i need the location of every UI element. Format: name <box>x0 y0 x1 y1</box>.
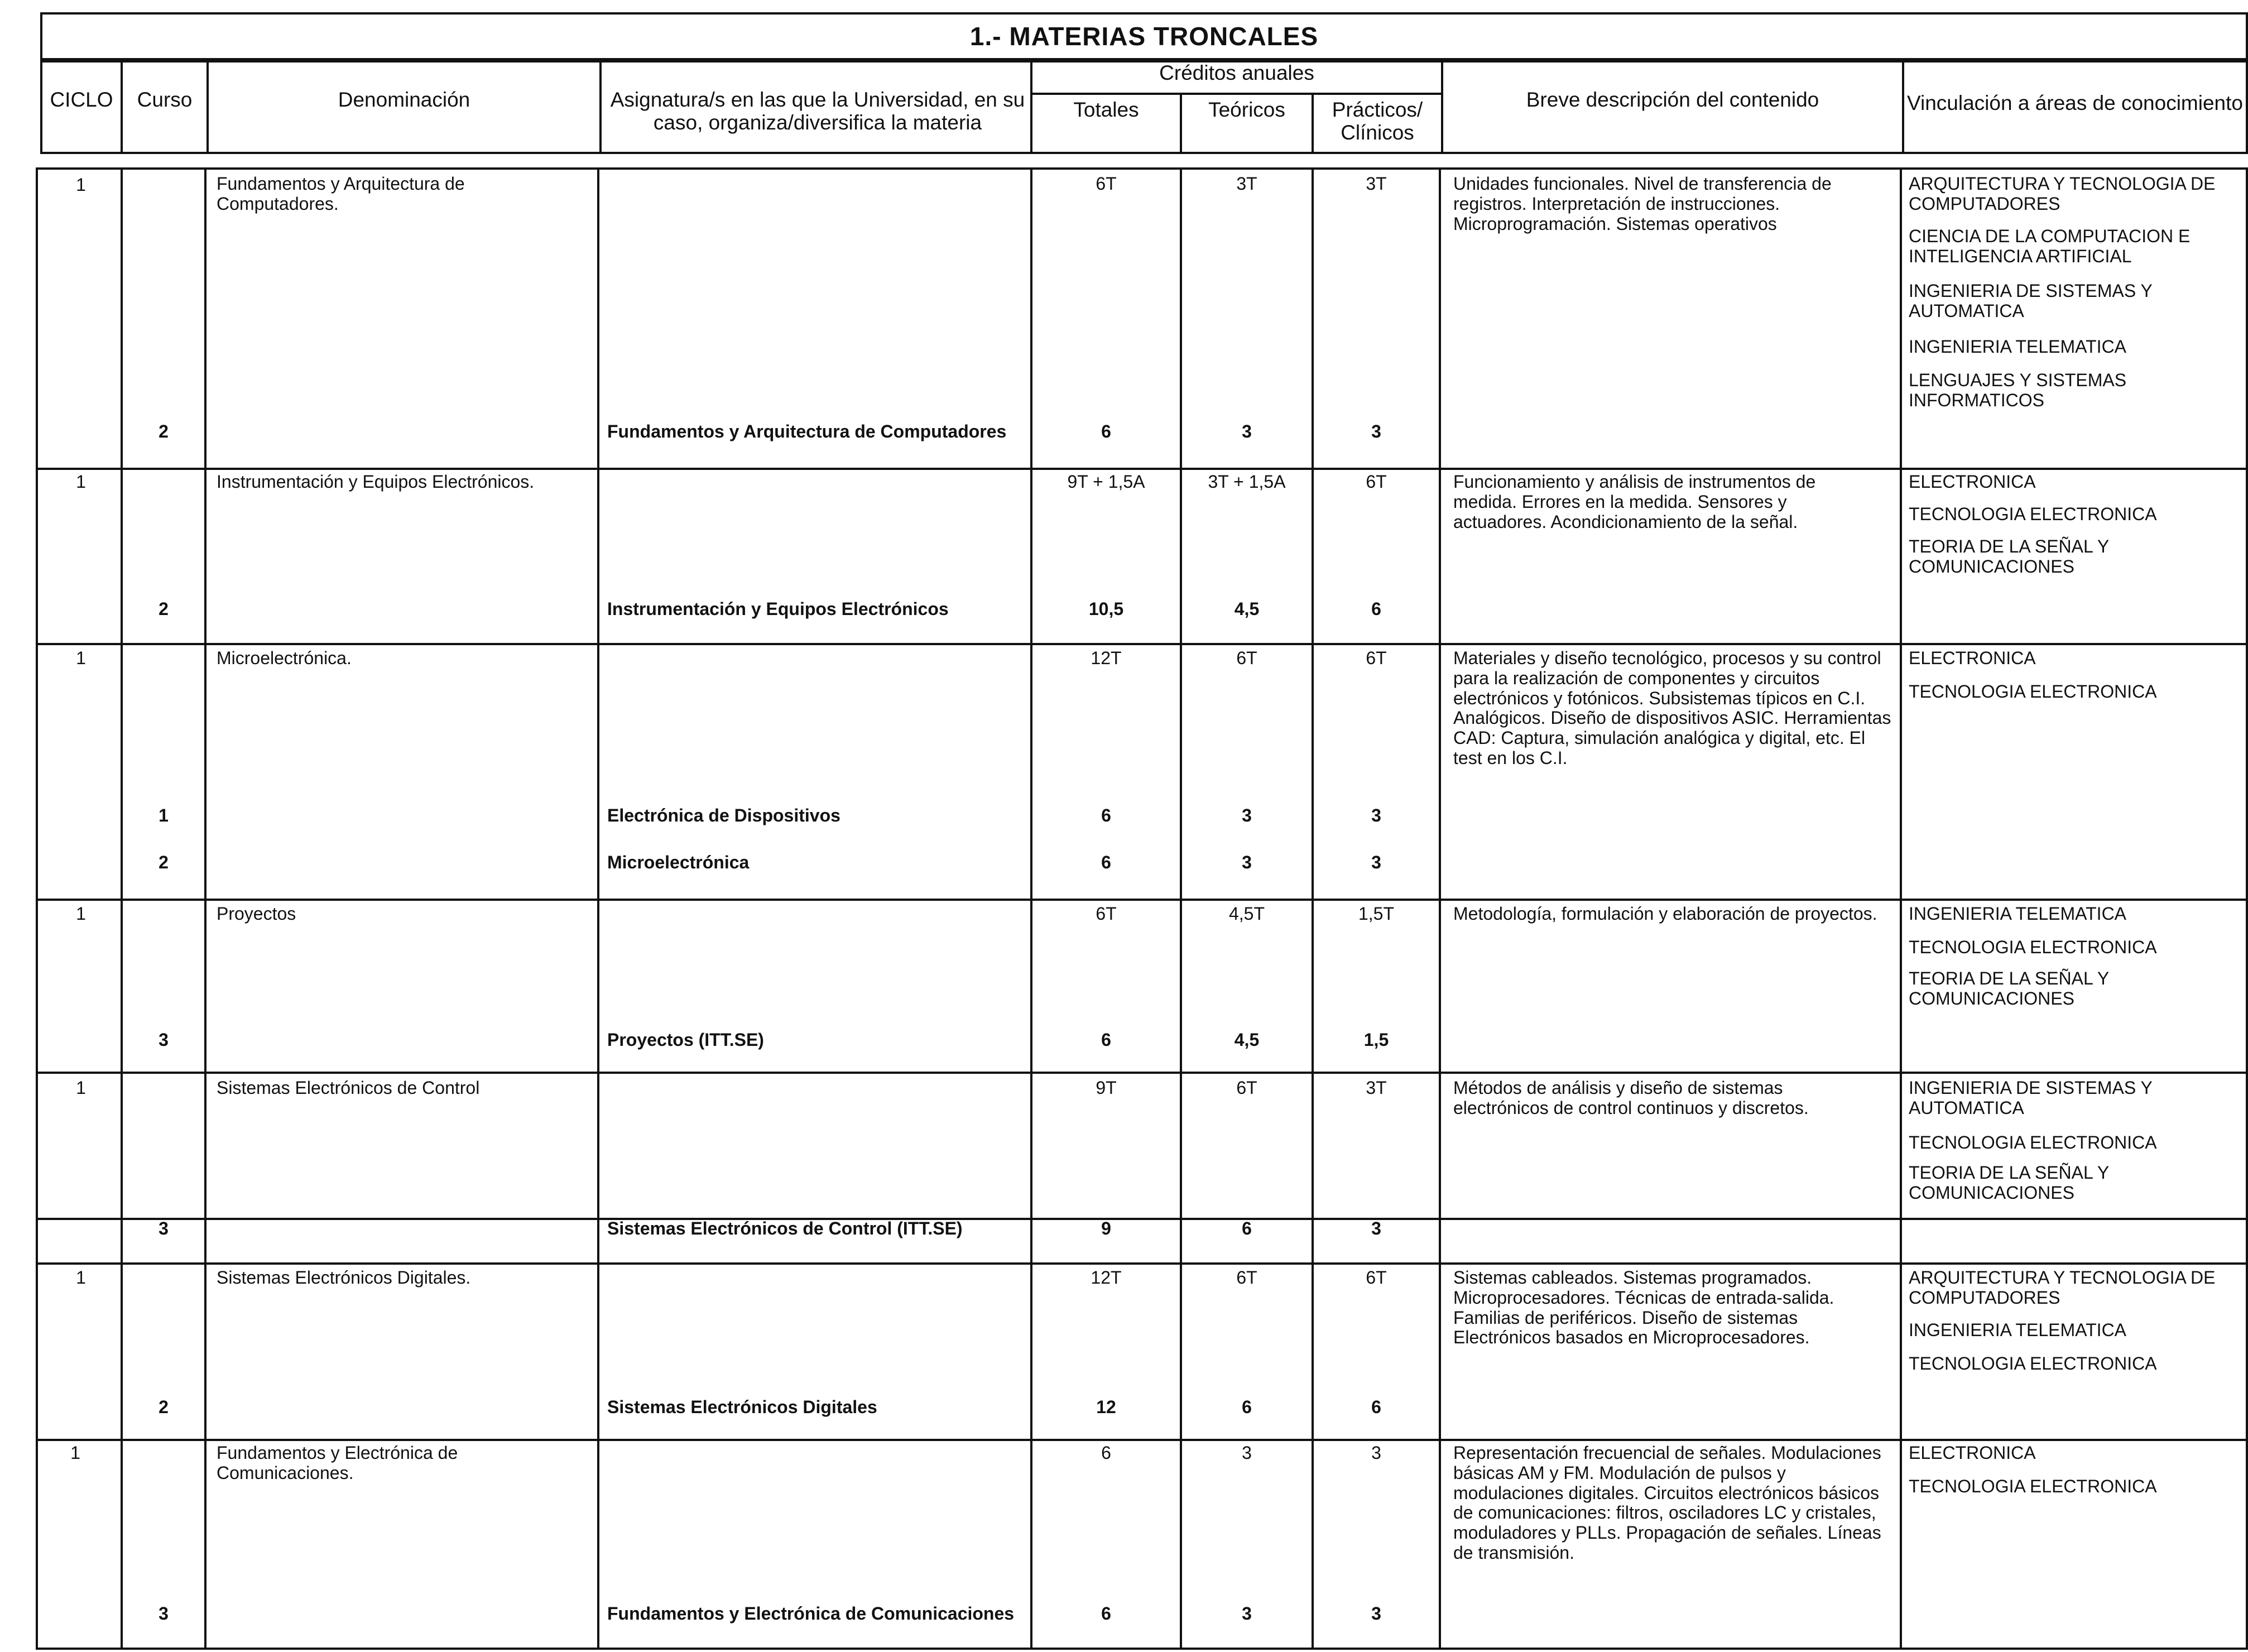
header-teoricos: Teóricos <box>1208 98 1285 121</box>
asignatura-practicos: 3 <box>1371 805 1381 825</box>
asignatura-teoricos: 6 <box>1242 1397 1252 1417</box>
creditos-teoricos: 4,5T <box>1228 904 1265 924</box>
asignatura-totales: 10,5 <box>1088 599 1124 619</box>
asignatura-teoricos: 3 <box>1242 1603 1252 1624</box>
ciclo-value: 1 <box>76 648 86 668</box>
ciclo-value: 1 <box>70 1443 80 1463</box>
asignatura-practicos: 3 <box>1371 1603 1381 1624</box>
materia-descripcion: Metodología, formulación y elaboración de proyectos. <box>1453 904 1877 924</box>
materia-descripcion: Unidades funcionales. Nivel de transferencia de registros. Interpretación de instrucciones. Microprogramación. Sistemas operativos <box>1453 174 1832 234</box>
asignatura-totales: 6 <box>1101 805 1111 825</box>
creditos-practicos: 3 <box>1371 1443 1381 1463</box>
asignatura-practicos: 1,5 <box>1363 1030 1389 1050</box>
materia-denominacion: Instrumentación y Equipos Electrónicos. <box>217 472 535 492</box>
curso-value: 3 <box>158 1603 169 1624</box>
header-descripcion: Breve descripción del contenido <box>1526 88 1819 111</box>
area-conocimiento: LENGUAJES Y SISTEMAS INFORMATICOS <box>1909 370 2127 410</box>
header-vinculacion: Vinculación a áreas de conocimiento <box>1907 92 2243 114</box>
creditos-totales: 9T + 1,5A <box>1067 472 1145 492</box>
asignatura-nombre: Sistemas Electrónicos de Control (ITT.SE) <box>607 1218 963 1238</box>
asignatura-totales: 6 <box>1101 1030 1111 1050</box>
materia-denominacion: Fundamentos y Arquitectura de Computadores. <box>217 174 465 214</box>
creditos-totales: 9T <box>1096 1078 1117 1098</box>
ciclo-value: 1 <box>76 472 86 492</box>
materia-denominacion: Fundamentos y Electrónica de Comunicaciones. <box>217 1443 458 1483</box>
creditos-totales: 6T <box>1096 174 1117 194</box>
materia-descripcion: Materiales y diseño tecnológico, procesos y su control para la realización de componentes y circuitos electrónicos y fotónicos. Subsistemas típicos en C.I. Analógicos. Diseño de dispositivos ASIC. Herramientas CAD: Captura, simulación analógica y digital, etc. El test en los C.I. <box>1453 648 1891 769</box>
asignatura-teoricos: 4,5 <box>1234 599 1260 619</box>
materia-denominacion: Proyectos <box>217 904 296 924</box>
creditos-totales: 12T <box>1091 1267 1122 1288</box>
curso-value: 2 <box>158 852 169 872</box>
asignatura-teoricos: 6 <box>1242 1218 1252 1238</box>
area-conocimiento: TEORIA DE LA SEÑAL Y COMUNICACIONES <box>1909 536 2109 577</box>
creditos-teoricos: 3T <box>1236 174 1257 194</box>
creditos-practicos: 6T <box>1366 472 1387 492</box>
asignatura-totales: 6 <box>1101 421 1111 441</box>
asignatura-teoricos: 3 <box>1242 852 1252 872</box>
creditos-teoricos: 3 <box>1242 1443 1252 1463</box>
materia-denominacion: Sistemas Electrónicos de Control <box>217 1078 480 1098</box>
creditos-practicos: 3T <box>1366 174 1387 194</box>
header-asignaturas: Asignatura/s en las que la Universidad, en su caso, organiza/diversifica la materia <box>610 88 1025 135</box>
curso-value: 3 <box>158 1218 169 1238</box>
creditos-teoricos: 6T <box>1236 1078 1257 1098</box>
creditos-totales: 12T <box>1091 648 1122 668</box>
area-conocimiento: INGENIERIA TELEMATICA <box>1909 1320 2127 1340</box>
area-conocimiento: TECNOLOGIA ELECTRONICA <box>1909 937 2157 957</box>
area-conocimiento: TECNOLOGIA ELECTRONICA <box>1909 1353 2157 1374</box>
header-ciclo: CICLO <box>50 88 113 111</box>
asignatura-nombre: Electrónica de Dispositivos <box>607 805 840 825</box>
asignatura-totales: 12 <box>1096 1397 1116 1417</box>
area-conocimiento: ELECTRONICA <box>1909 1443 2036 1463</box>
area-conocimiento: ELECTRONICA <box>1909 472 2036 492</box>
asignatura-nombre: Instrumentación y Equipos Electrónicos <box>607 599 949 619</box>
creditos-totales: 6 <box>1101 1443 1111 1463</box>
asignatura-nombre: Sistemas Electrónicos Digitales <box>607 1397 877 1417</box>
ciclo-value: 1 <box>76 904 86 924</box>
header-practicos: Prácticos/ Clínicos <box>1332 98 1423 145</box>
header-denominacion: Denominación <box>338 88 470 111</box>
asignatura-totales: 6 <box>1101 852 1111 872</box>
creditos-totales: 6T <box>1096 904 1117 924</box>
asignatura-practicos: 6 <box>1371 1397 1381 1417</box>
asignatura-nombre: Fundamentos y Arquitectura de Computadores <box>607 421 1007 441</box>
area-conocimiento: TECNOLOGIA ELECTRONICA <box>1909 1476 2157 1496</box>
ciclo-value: 1 <box>76 1267 86 1288</box>
asignatura-practicos: 6 <box>1371 599 1381 619</box>
creditos-practicos: 1,5T <box>1358 904 1395 924</box>
asignatura-practicos: 3 <box>1371 1218 1381 1238</box>
asignatura-practicos: 3 <box>1371 421 1381 441</box>
asignatura-teoricos: 4,5 <box>1234 1030 1260 1050</box>
header-curso: Curso <box>137 88 193 111</box>
asignatura-totales: 9 <box>1101 1218 1111 1238</box>
materia-descripcion: Funcionamiento y análisis de instrumentos de medida. Errores en la medida. Sensores y actuadores. Acondicionamiento de la señal. <box>1453 472 1816 532</box>
area-conocimiento: TEORIA DE LA SEÑAL Y COMUNICACIONES <box>1909 1163 2109 1203</box>
curso-value: 2 <box>158 1397 169 1417</box>
materia-descripcion: Representación frecuencial de señales. Modulaciones básicas AM y FM. Modulación de pulsos y modulaciones digitales. Circuitos electrónicos básicos de comunicaciones: filtros, osciladores LC y cristales, moduladores y PLLs. Propagación de señales. Líneas de transmisión. <box>1453 1443 1881 1563</box>
creditos-practicos: 6T <box>1366 1267 1387 1288</box>
materia-denominacion: Microelectrónica. <box>217 648 352 668</box>
curso-value: 2 <box>158 599 169 619</box>
asignatura-nombre: Microelectrónica <box>607 852 750 872</box>
curso-value: 2 <box>158 421 169 441</box>
materia-denominacion: Sistemas Electrónicos Digitales. <box>217 1267 471 1288</box>
area-conocimiento: TECNOLOGIA ELECTRONICA <box>1909 1132 2157 1152</box>
materia-descripcion: Sistemas cableados. Sistemas programados. Microprocesadores. Técnicas de entrada-salida. Familias de periféricos. Diseño de sistemas Electrónicos basados en Microprocesadores. <box>1453 1267 1834 1348</box>
creditos-teoricos: 6T <box>1236 648 1257 668</box>
creditos-practicos: 6T <box>1366 648 1387 668</box>
header-creditos: Créditos anuales <box>1159 61 1314 84</box>
creditos-teoricos: 3T + 1,5A <box>1208 472 1286 492</box>
area-conocimiento: ELECTRONICA <box>1909 648 2036 668</box>
asignatura-nombre: Proyectos (ITT.SE) <box>607 1030 764 1050</box>
area-conocimiento: INGENIERIA DE SISTEMAS Y AUTOMATICA <box>1909 281 2153 321</box>
asignatura-practicos: 3 <box>1371 852 1381 872</box>
area-conocimiento: INGENIERIA TELEMATICA <box>1909 337 2127 357</box>
asignatura-teoricos: 3 <box>1242 421 1252 441</box>
asignatura-teoricos: 3 <box>1242 805 1252 825</box>
area-conocimiento: ARQUITECTURA Y TECNOLOGIA DE COMPUTADORES <box>1909 1267 2216 1308</box>
area-conocimiento: INGENIERIA TELEMATICA <box>1909 904 2127 924</box>
area-conocimiento: TECNOLOGIA ELECTRONICA <box>1909 681 2157 702</box>
area-conocimiento: CIENCIA DE LA COMPUTACION E INTELIGENCIA ARTIFICIAL <box>1909 226 2191 266</box>
materia-descripcion: Métodos de análisis y diseño de sistemas electrónicos de control continuos y discretos. <box>1453 1078 1809 1118</box>
creditos-teoricos: 6T <box>1236 1267 1257 1288</box>
ciclo-value: 1 <box>76 1078 86 1098</box>
asignatura-totales: 6 <box>1101 1603 1111 1624</box>
area-conocimiento: TEORIA DE LA SEÑAL Y COMUNICACIONES <box>1909 968 2109 1009</box>
header-totales: Totales <box>1073 98 1139 121</box>
area-conocimiento: TECNOLOGIA ELECTRONICA <box>1909 504 2157 524</box>
curso-value: 1 <box>158 805 169 825</box>
document-title: 1.- MATERIAS TRONCALES <box>969 22 1319 51</box>
ciclo-value: 1 <box>76 175 86 195</box>
area-conocimiento: INGENIERIA DE SISTEMAS Y AUTOMATICA <box>1909 1078 2153 1118</box>
creditos-practicos: 3T <box>1366 1078 1387 1098</box>
area-conocimiento: ARQUITECTURA Y TECNOLOGIA DE COMPUTADORES <box>1909 174 2216 214</box>
asignatura-nombre: Fundamentos y Electrónica de Comunicaciones <box>607 1603 1015 1624</box>
curso-value: 3 <box>158 1030 169 1050</box>
